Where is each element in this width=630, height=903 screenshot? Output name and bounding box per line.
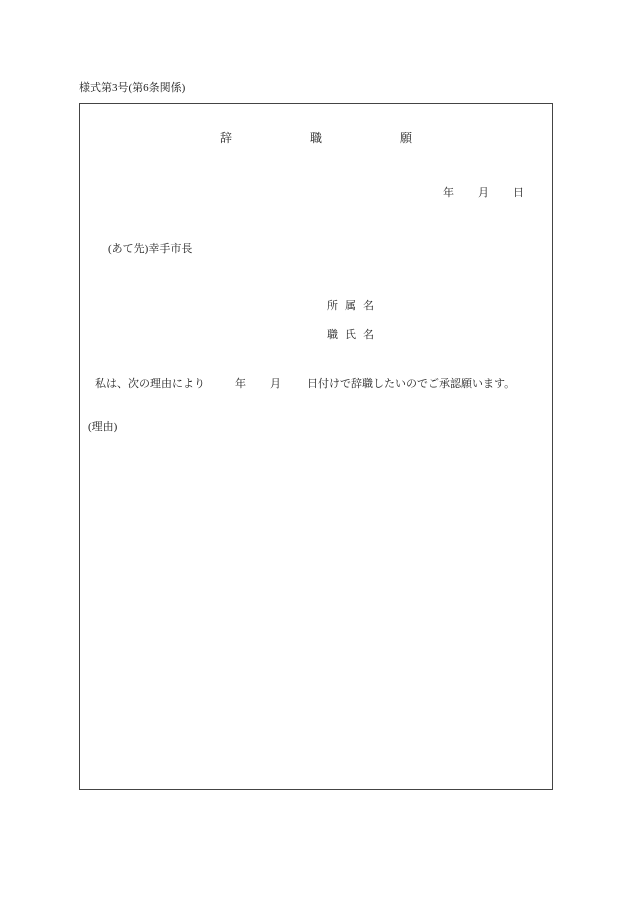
form-title: 辞職願 — [220, 131, 491, 145]
reason-label: (理由) — [88, 421, 118, 433]
position-name-label: 職氏名 — [327, 329, 381, 341]
department-label: 所属名 — [327, 300, 381, 312]
date-day-label: 日 — [513, 187, 524, 199]
resignation-form — [79, 103, 553, 790]
statement-suffix: 日付けで辞職したいのでご承認願います。 — [307, 378, 516, 390]
addressee: (あて先)幸手市長 — [108, 243, 193, 255]
form-number: 様式第3号(第6条関係) — [79, 82, 186, 94]
date-year-label: 年 — [443, 187, 454, 199]
statement-year-label: 年 — [235, 378, 246, 390]
statement-month-label: 月 — [270, 378, 281, 390]
date-month-label: 月 — [478, 187, 489, 199]
statement-prefix: 私は、次の理由により — [95, 378, 205, 390]
